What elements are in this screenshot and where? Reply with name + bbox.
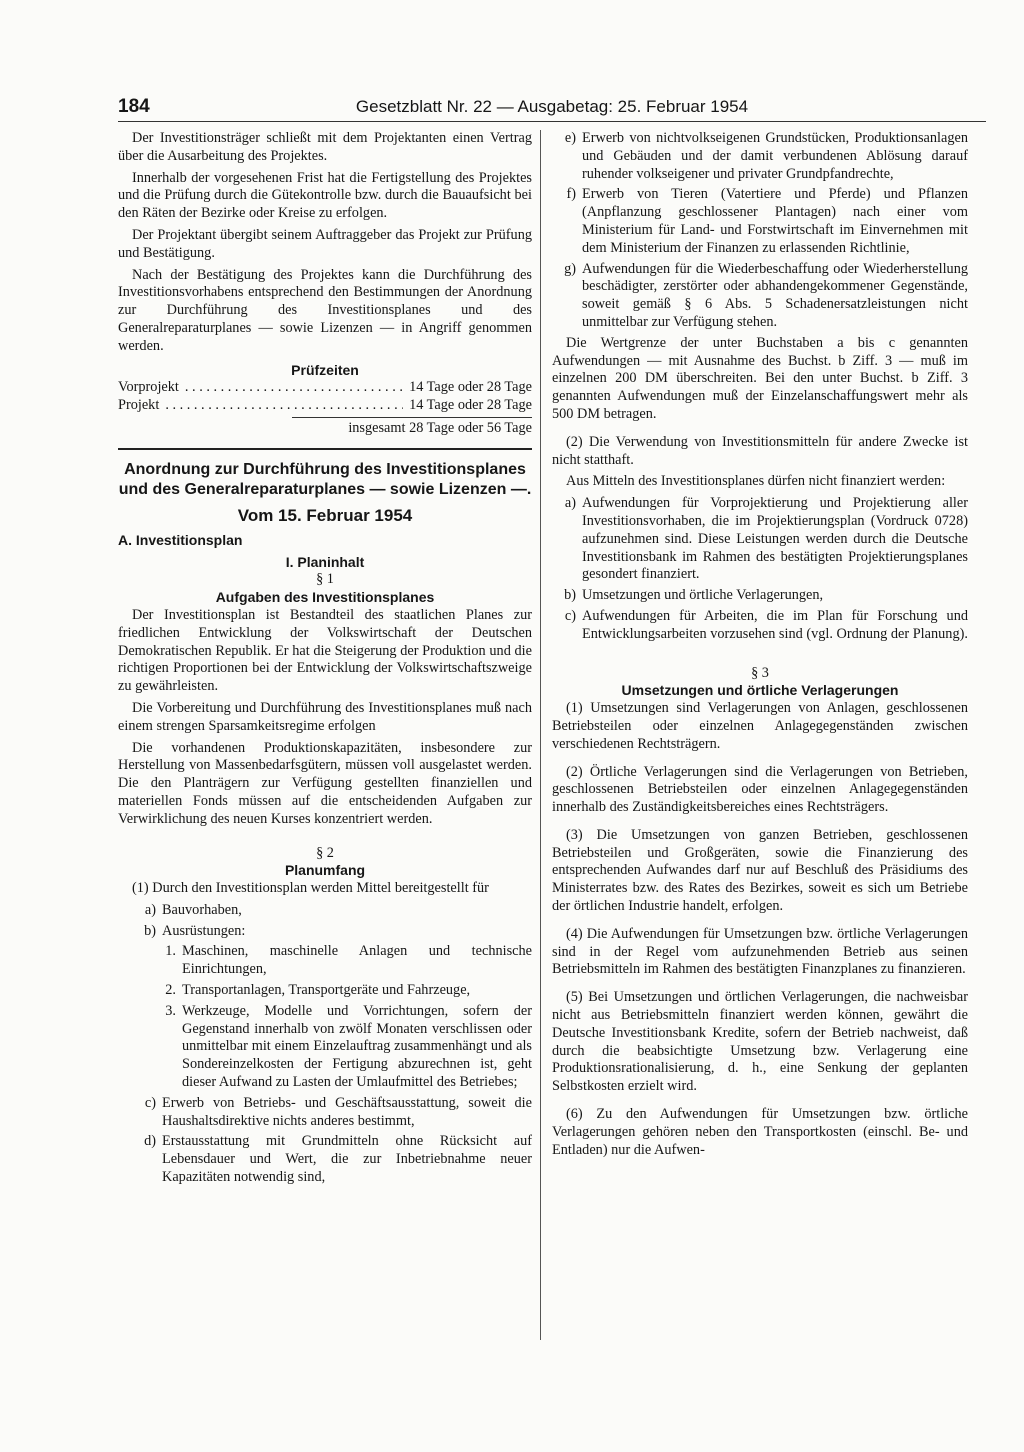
paragraph: Innerhalb der vorgesehenen Frist hat die Fertigstellung des Projektes und die Prüfung durch die Gütekontrolle bzw. durch die Bauaufsicht bei den Räten der Bezirke oder Kreise zu erfolgen. <box>118 169 532 222</box>
left-column <box>118 130 532 1190</box>
list-item <box>118 923 532 941</box>
spacer <box>552 647 968 665</box>
sum-rule <box>292 417 532 418</box>
paragraph: (2) Örtliche Verlagerungen sind die Verlagerungen von Betrieben, geschlossenen Betriebsteilen oder einzelnen Anlagegegenständen innerhalb des Zuständigkeitsbereiches eines Rechtsträgers. <box>552 763 968 816</box>
list-text: Erwerb von Betriebs- und Geschäftsausstattung, soweit die Haushaltsdirektive nichts anderes bestimmt, <box>162 1094 532 1129</box>
right-column <box>552 130 968 1163</box>
paragraph: Die vorhandenen Produktionskapazitäten, insbesondere zur Herstellung von Massenbedarfsgütern, müssen voll ausgelastet werden. Die den Planträgern zur Verfügung gestellten finanziellen und materiellen Fonds müssen auf die entscheidenden Aufgaben zur Verwirklichung des neuen Kurses konzentriert werden. <box>118 739 532 827</box>
pruef-sum: insgesamt 28 Tage oder 56 Tage <box>348 419 532 436</box>
header-rule <box>118 121 986 122</box>
pruef-row-value: 14 Tage oder 28 Tage <box>409 379 532 396</box>
list-marker: g) <box>564 260 576 277</box>
leader-dots <box>185 379 403 397</box>
leader-dots <box>165 397 403 415</box>
list-marker: b) <box>564 587 576 604</box>
page-number: 184 <box>118 96 150 117</box>
section-2-title: Planumfang <box>284 862 366 879</box>
paragraph: Der Projektant übergibt seinem Auftraggeber das Projekt zur Prüfung und Bestätigung. <box>118 226 532 261</box>
list-item <box>552 495 968 584</box>
list-item <box>118 1003 532 1092</box>
section-3-number: § 3 <box>751 664 769 681</box>
list-marker: f) <box>566 186 576 203</box>
pruefzeiten-heading: Prüfzeiten <box>291 361 359 378</box>
pruef-row <box>118 379 532 397</box>
list-marker: 3. <box>165 1002 176 1019</box>
paragraph: Die Wertgrenze der unter Buchstaben a bis c genannten Aufwendungen — mit Ausnahme des Buchst. b Ziff. 3 — muß im einzelnen 200 DM überschreiten. Bei den unter Buchst. b Ziff. 3 genannten Aufwendungen muß der Einzelanschaffungswert mehr als 500 DM betragen. <box>552 334 968 422</box>
paragraph: Nach der Bestätigung des Projektes kann die Durchführung des Investitionsvorhabens entsprechend den Bestimmungen der Anordnung zur Durchführung des Investitionsplanes und des Generalreparaturplanes — sowie Lizenzen — in Angriff genommen werden. <box>118 266 532 354</box>
paragraph: (2) Die Verwendung von Investitionsmitteln für andere Zwecke ist nicht statthaft. <box>552 433 968 468</box>
list-text: Aufwendungen für Vorprojektierung und Projektierung aller Investitionsvorhaben, die im Projektierungsplan (Vordruck 0728) aufzunehmen sind. Diese Leistungen werden durch die Deutsche Investitionsbank im Rahmen des bestätigten Projektierungsplanes gesondert finanziert. <box>582 495 968 583</box>
section-2-number: § 2 <box>316 844 334 861</box>
list-text: Transportanlagen, Transportgeräte und Fahrzeuge, <box>182 982 471 999</box>
list-text: Erwerb von Tieren (Vatertiere und Pferde) und Pflanzen (Anpflanzung geschlossener Plantagen) nach einer vom Ministerium für Land- und Forstwirtschaft im Einvernehmen mit dem Ministerium der Finanzen zu erlassenden Richtlinie, <box>582 186 968 256</box>
part-i-heading: I. Planinhalt <box>285 553 365 570</box>
paragraph: (1) Durch den Investitionsplan werden Mittel bereitgestellt für <box>132 880 489 897</box>
list-item <box>552 186 968 257</box>
spacer <box>118 833 532 845</box>
list-item <box>552 608 968 644</box>
list-text: Maschinen, maschinelle Anlagen und technische Einrichtungen, <box>182 943 532 978</box>
list-marker: e) <box>564 130 576 146</box>
list-marker: c) <box>564 607 576 624</box>
section-1-number: § 1 <box>316 571 334 588</box>
list-text: Werkzeuge, Modelle und Vorrichtungen, sofern der Gegenstand innerhalb von zwölf Monaten verschlissen oder unmittelbar mit einem Einzelauftrag zusammenhängt und als Sondereinzelkosten der Fertigung abzurechnen ist, geht dieser Aufwand zu Lasten der Umlaufmittel des Betriebes; <box>182 1002 532 1091</box>
list-item <box>552 587 968 605</box>
list-text: Aufwendungen für die Wiederbeschaffung oder Wiederherstellung beschädigter, zerstörter oder abhandengekommener Gegenstände, soweit gemäß § 6 Abs. 5 Schadenersatzleistungen nicht unmittelbar zur Verfügung stehen. <box>582 260 968 330</box>
column-divider <box>540 130 541 1340</box>
list-text: Umsetzungen und örtliche Verlagerungen, <box>582 587 824 604</box>
paragraph: Der Investitionsplan ist Bestandteil des staatlichen Planes zur friedlichen Entwicklung der Volkswirtschaft der Deutschen Demokratischen Republik. Er hat die Steigerung der Produktion und die richtigen Proportionen bei der Entwicklung der Volkswirtschaftszweige zu gewährleisten. <box>118 606 532 695</box>
list-text: Aufwendungen für Arbeiten, die im Plan für Forschung und Entwicklungsarbeiten vorzusehen sind (vgl. Ordnung der Planung). <box>582 607 968 642</box>
list-marker: a) <box>564 495 576 512</box>
list-item <box>118 943 532 979</box>
paragraph: (4) Die Aufwendungen für Umsetzungen bzw. örtliche Verlagerungen sind in der Regel vom aufzunehmenden Betrieb aus seinen Betriebsmitteln im Rahmen des bestätigten Finanzplanes zu finanzieren. <box>552 925 968 978</box>
paragraph: (1) Umsetzungen sind Verlagerungen von Anlagen, geschlossenen Betriebsteilen oder einzelnen Anlagegegenständen zwischen verschiedenen Rechtsträgern. <box>552 700 968 752</box>
pruef-row-label: Projekt <box>118 397 160 414</box>
section-3-title: Umsetzungen und örtliche Verlagerungen <box>621 682 899 699</box>
list-marker: d) <box>144 1133 156 1150</box>
list-item <box>118 1133 532 1186</box>
list-item <box>552 261 968 332</box>
paragraph: (3) Die Umsetzungen von ganzen Betrieben, geschlossenen Betriebsteilen und Großgeräten, sowie die Finanzierung des entsprechenden Aufwandes darf nur auf Beschluß des Präsidiums des Ministerrates bzw. des Rates des Bezirkes, soweit es sich um Betriebe der örtlichen Industrie handelt, erfolgen. <box>552 826 968 915</box>
paragraph: Der Investitionsträger schließt mit dem Projektanten einen Vertrag über die Ausarbeitung des Projektes. <box>118 130 532 164</box>
anordnung-date: Vom 15. Februar 1954 <box>237 505 413 525</box>
list-item <box>118 902 532 920</box>
part-a-heading: A. Investitionsplan <box>118 531 243 548</box>
list-text: Erwerb von nichtvolkseigenen Grundstücken, Produktionsanlagen und Gebäuden und der damit verbundenen Ablösung darauf ruhender volkseigener und privater Grundpfandrechte, <box>582 130 968 182</box>
pruef-row <box>118 397 532 415</box>
list-marker: c) <box>144 1094 156 1111</box>
section-rule <box>118 448 532 450</box>
list-item <box>118 982 532 1000</box>
paragraph: Aus Mitteln des Investitionsplanes dürfen nicht finanziert werden: <box>566 473 946 490</box>
pruef-row-value: 14 Tage oder 28 Tage <box>409 397 532 414</box>
list-marker: b) <box>144 922 156 939</box>
paragraph: (6) Zu den Aufwendungen für Umsetzungen bzw. örtliche Verlagerungen gehören neben den Transportkosten (einschl. Be- und Entladen) nur die Aufwen- <box>552 1106 968 1158</box>
list-item <box>552 130 968 183</box>
list-marker: 1. <box>165 943 176 960</box>
list-marker: a) <box>144 901 156 918</box>
pruef-row-label: Vorprojekt <box>118 379 179 396</box>
list-text: Bauvorhaben, <box>162 901 242 918</box>
paragraph: Die Vorbereitung und Durchführung des Investitionsplanes muß nach einem strengen Sparsamkeitsregime erfolgen <box>118 699 532 734</box>
section-1-title: Aufgaben des Investitionsplanes <box>215 589 435 606</box>
paragraph: (5) Bei Umsetzungen und örtlichen Verlagerungen, die nachweisbar nicht aus Betriebsmitteln finanziert werden können, gewährt die Deutsche Investitionsbank Kredite, sofern der Betrieb nachweist, daß durch die beabsichtigte Umsetzung bzw. Verlagerung eine Produktionsrationalisierung, d. h., eine Senkung der geplanten Selbstkosten erzielt wird. <box>552 989 968 1095</box>
list-text: Erstausstattung mit Grundmitteln ohne Rücksicht auf Lebensdauer und Wert, die zur Inbetriebnahme neuer Kapazitäten notwendig sind, <box>162 1133 532 1186</box>
list-marker: 2. <box>165 982 176 999</box>
header-title: Gesetzblatt Nr. 22 — Ausgabetag: 25. Februar 1954 <box>355 97 749 116</box>
list-text: Ausrüstungen: <box>162 922 246 939</box>
anordnung-title: Anordnung zur Durchführung des Investitionsplanes und des Generalreparaturplanes — sowie Lizenzen —. <box>118 460 532 498</box>
list-item <box>118 1095 532 1131</box>
